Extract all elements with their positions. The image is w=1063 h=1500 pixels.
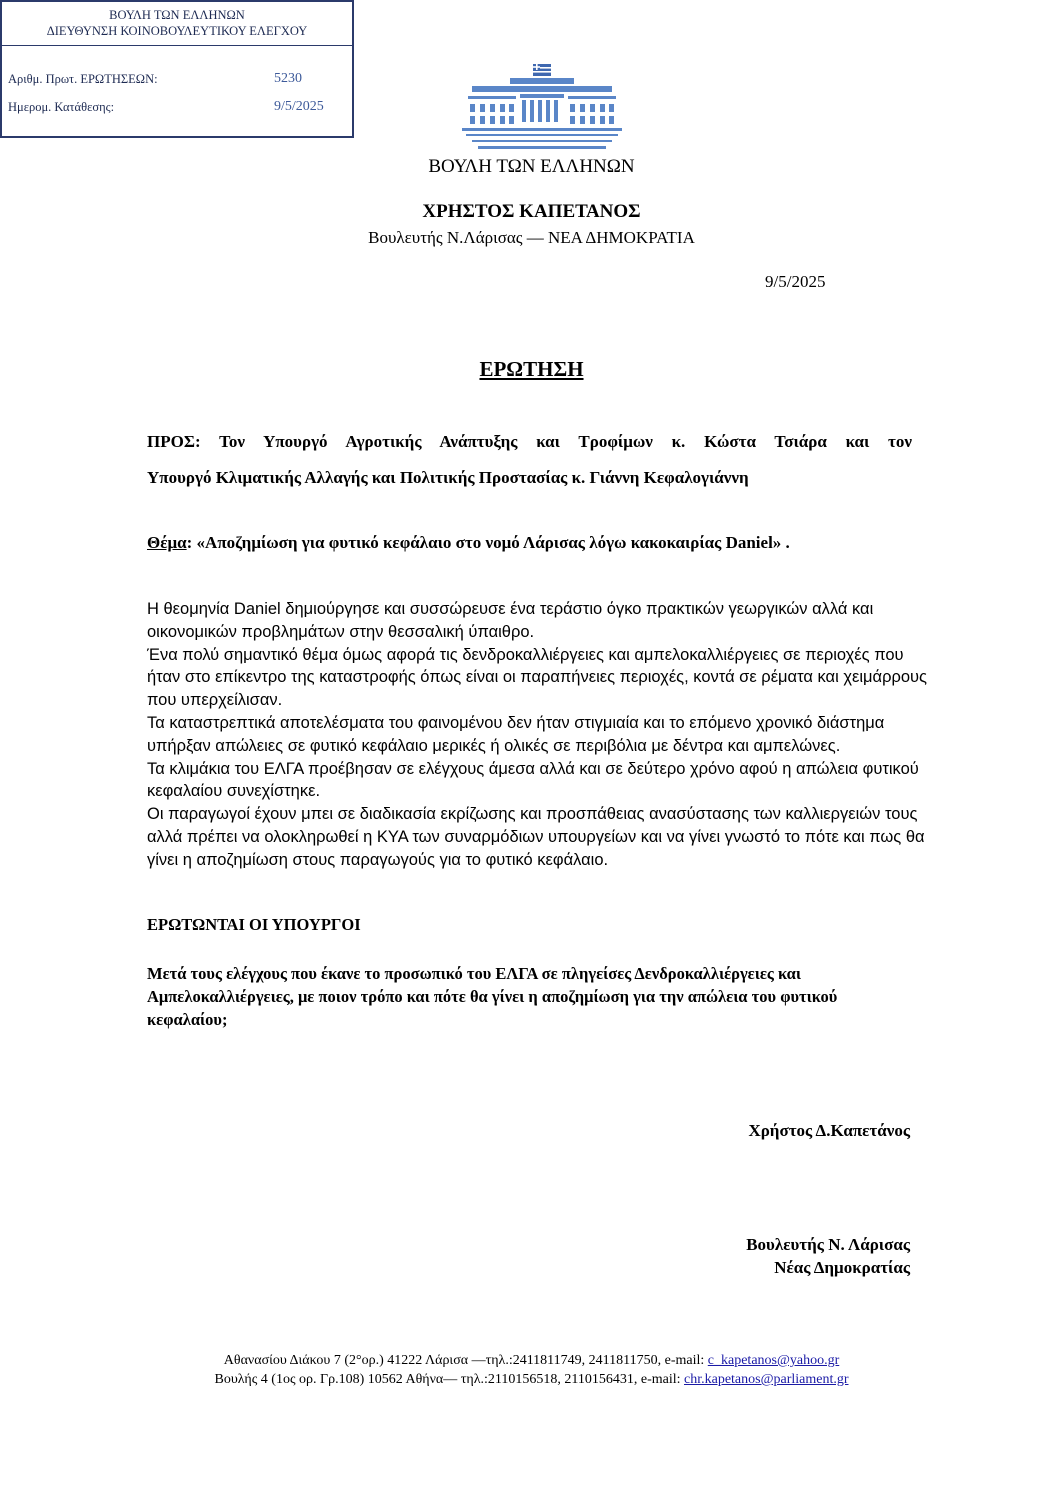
signature-role [746,1233,910,1279]
body-paragraph: Η θεομηνία Daniel δημιούργησε και συσσώρευσε ένα τεράστιο όγκο πρακτικών γεωργικών αλλά και οικονομικών προβλημάτων στην θεσσαλική ύπαιθρο. [147,600,874,641]
stamp-org-line1: ΒΟΥΛΗ ΤΩΝ ΕΛΛΗΝΩΝ [109,8,245,22]
registry-stamp [0,0,354,138]
email-link-yahoo[interactable]: c_kapetanos@yahoo.gr [707,1353,840,1368]
subject [147,533,790,553]
stamp-org-line2: ΔΙΕΥΘΥΝΣΗ ΚΟΙΝΟΒΟΥΛΕΥΤΙΚΟΥ ΕΛΕΓΧΟΥ [46,24,308,38]
recipients-line2: Υπουργό Κλιματικής Αλλαγής και Πολιτικής Προστασίας κ. Γιάννη Κεφαλογιάννη [147,468,749,487]
body-text [147,598,927,872]
protocol-number: 5230 [274,71,302,86]
signature-role-line2: Νέας Δημοκρατίας [774,1258,910,1277]
mp-name: ΧΡΗΣΤΟΣ ΚΑΠΕΤΑΝΟΣ [422,201,641,222]
signature-role-line1: Βουλευτής Ν. Λάρισας [746,1235,910,1254]
footer-address-larisa: Αθανασίου Διάκου 7 (2°ορ.) 41222 Λάρισα —τηλ.:2411811749, 2411811750, e-mail: [223,1353,708,1368]
question-text: Μετά τους ελέγχους που έκανε το προσωπικό του ΕΛΓΑ σε πληγείσες Δενδροκαλλιέργειες και Αμπελοκαλλιέργειες, με ποιον τρόπο και πότε θα γίνει η αποζημίωση για την απώλεια του φυτικού κεφαλαίου; [147,964,838,1029]
organization-name: ΒΟΥΛΗ ΤΩΝ ΕΛΛΗΝΩΝ [428,156,635,177]
recipients-line1: ΠΡΟΣ: Τον Υπουργό Αγροτικής Ανάπτυξης και Τροφίμων κ. Κώστα Τσιάρα και τον [147,432,912,451]
subject-label: Θέμα [147,533,187,552]
footer-contacts [0,1351,1063,1389]
body-paragraph: Τα κλιμάκια του ΕΛΓΑ προέβησαν σε ελέγχους άμεσα αλλά και σε δεύτερο χρόνο αφού η απώλεια φυτικού κεφαλαίου συνεχίστηκε. [147,759,919,801]
question-heading: ΕΡΩΤΩΝΤΑΙ ΟΙ ΥΠΟΥΡΓΟΙ [147,915,361,934]
parliament-building-icon [462,64,622,150]
document-date: 9/5/2025 [765,272,826,291]
document-title: ΕΡΩΤΗΣΗ [479,357,584,381]
footer-line-larisa [0,1351,1063,1370]
filing-date-label: Ημερομ. Κατάθεσης: [8,100,115,114]
stamp-header [2,2,352,46]
footer-address-athens: Βουλής 4 (1ος ορ. Γρ.108) 10562 Αθήνα— τηλ.:2110156518, 2110156431, e-mail: [214,1372,684,1387]
filing-date: 9/5/2025 [274,99,324,114]
body-paragraph: Οι παραγωγοί έχουν μπει σε διαδικασία εκρίζωσης και προσπάθειας ανασύστασης των καλλιεργειών τους αλλά πρέπει να ολοκληρωθεί η ΚΥΑ των συναρμόδιων υπουργείων και να γίνει γνωστό το πότε και πως θα γίνει η αποζημίωση στους παραγωγούς για το φυτικό κεφάλαιο. [147,805,925,869]
body-paragraph: Τα καταστρεπτικά αποτελέσματα του φαινομένου δεν ήταν στιγμιαία και το επόμενο χρονικό διάστημα υπήρξαν απώλειες σε φυτικό κεφάλαιο μερικές ή ολικές σε περιβόλια με δέντρα και αμπελώνες. [147,713,885,755]
subject-text: : «Αποζημίωση για φυτικό κεφάλαιο στο νομό Λάρισας λόγω κακοκαιρίας Daniel» . [186,533,790,552]
mp-subtitle: Βουλευτής Ν.Λάρισας — ΝΕΑ ΔΗΜΟΚΡΑΤΙΑ [368,228,695,247]
footer-line-athens [0,1370,1063,1389]
body-paragraph: Ένα πολύ σημαντικό θέμα όμως αφορά τις δενδροκαλλιέργειες και αμπελοκαλλιέργειες σε περιοχές που ήταν στο επίκεντρο της καταστροφής όπως είναι οι παραπήνειες περιοχές, κοντά σε ρέματα και χειμάρρους που υπερχείλισαν. [147,645,927,710]
signature-name: Χρήστος Δ.Καπετάνος [748,1121,910,1140]
email-link-parliament[interactable]: chr.kapetanos@parliament.gr [684,1372,849,1387]
recipients [147,424,912,496]
protocol-label: Αριθμ. Πρωτ. ΕΡΩΤΗΣΕΩΝ: [8,72,158,86]
